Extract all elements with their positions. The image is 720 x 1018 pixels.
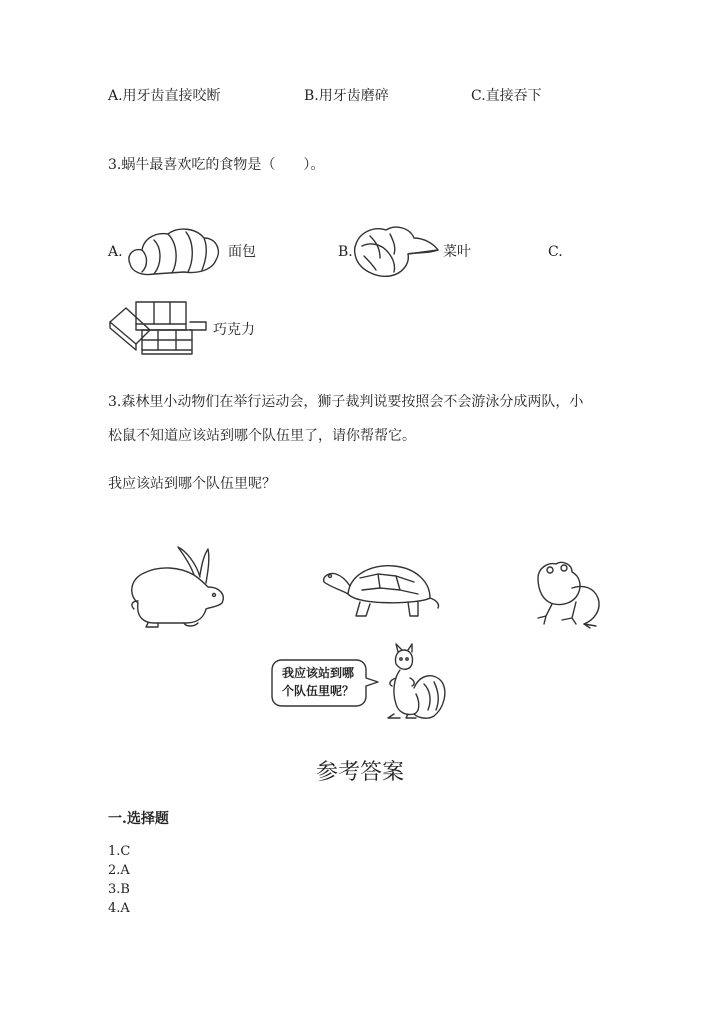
q2-option-c: C.直接吞下 — [471, 88, 542, 104]
speech-bubble-line-1: 我应该站到哪 — [282, 666, 355, 680]
chocolate-image — [106, 300, 212, 356]
q3-option-a-letter: A. — [108, 244, 123, 260]
answer-item: 4.A — [108, 901, 130, 916]
frog-image — [532, 558, 608, 628]
speech-bubble-line-2: 个队伍里呢？ — [282, 684, 355, 698]
q3-option-c-letter: C. — [548, 244, 563, 260]
q3-option-b-letter: B. — [338, 244, 353, 260]
turtle-image — [318, 560, 442, 622]
rabbit-image — [124, 545, 228, 629]
q4-line-1: 3.森林里小动物们在举行运动会，狮子裁判说要按照会不会游泳分成两队，小 — [108, 394, 584, 410]
q4-prompt: 我应该站到哪个队伍里呢？ — [108, 476, 276, 492]
answer-item: 3.B — [108, 882, 130, 897]
q3-option-b-label: 菜叶 — [443, 244, 471, 260]
q3-option-c-label: 巧克力 — [213, 322, 255, 338]
q2-option-b: B.用牙齿磨碎 — [304, 88, 389, 104]
answers-section-heading: 一.选择题 — [108, 811, 169, 827]
answers-title: 参考答案 — [315, 760, 404, 785]
squirrel-image — [384, 644, 448, 720]
bread-image — [124, 224, 224, 278]
answer-item: 1.C — [108, 844, 131, 859]
answer-item: 2.A — [108, 863, 130, 878]
q3-option-a-label: 面包 — [228, 244, 256, 260]
q2-option-a: A.用牙齿直接咬断 — [108, 88, 221, 104]
cabbage-leaf-image — [350, 224, 442, 280]
q4-line-2: 松鼠不知道应该站到哪个队伍里了，请你帮帮它。 — [108, 428, 416, 444]
q3-question: 3.蜗牛最喜欢吃的食物是（ ）。 — [108, 157, 325, 173]
